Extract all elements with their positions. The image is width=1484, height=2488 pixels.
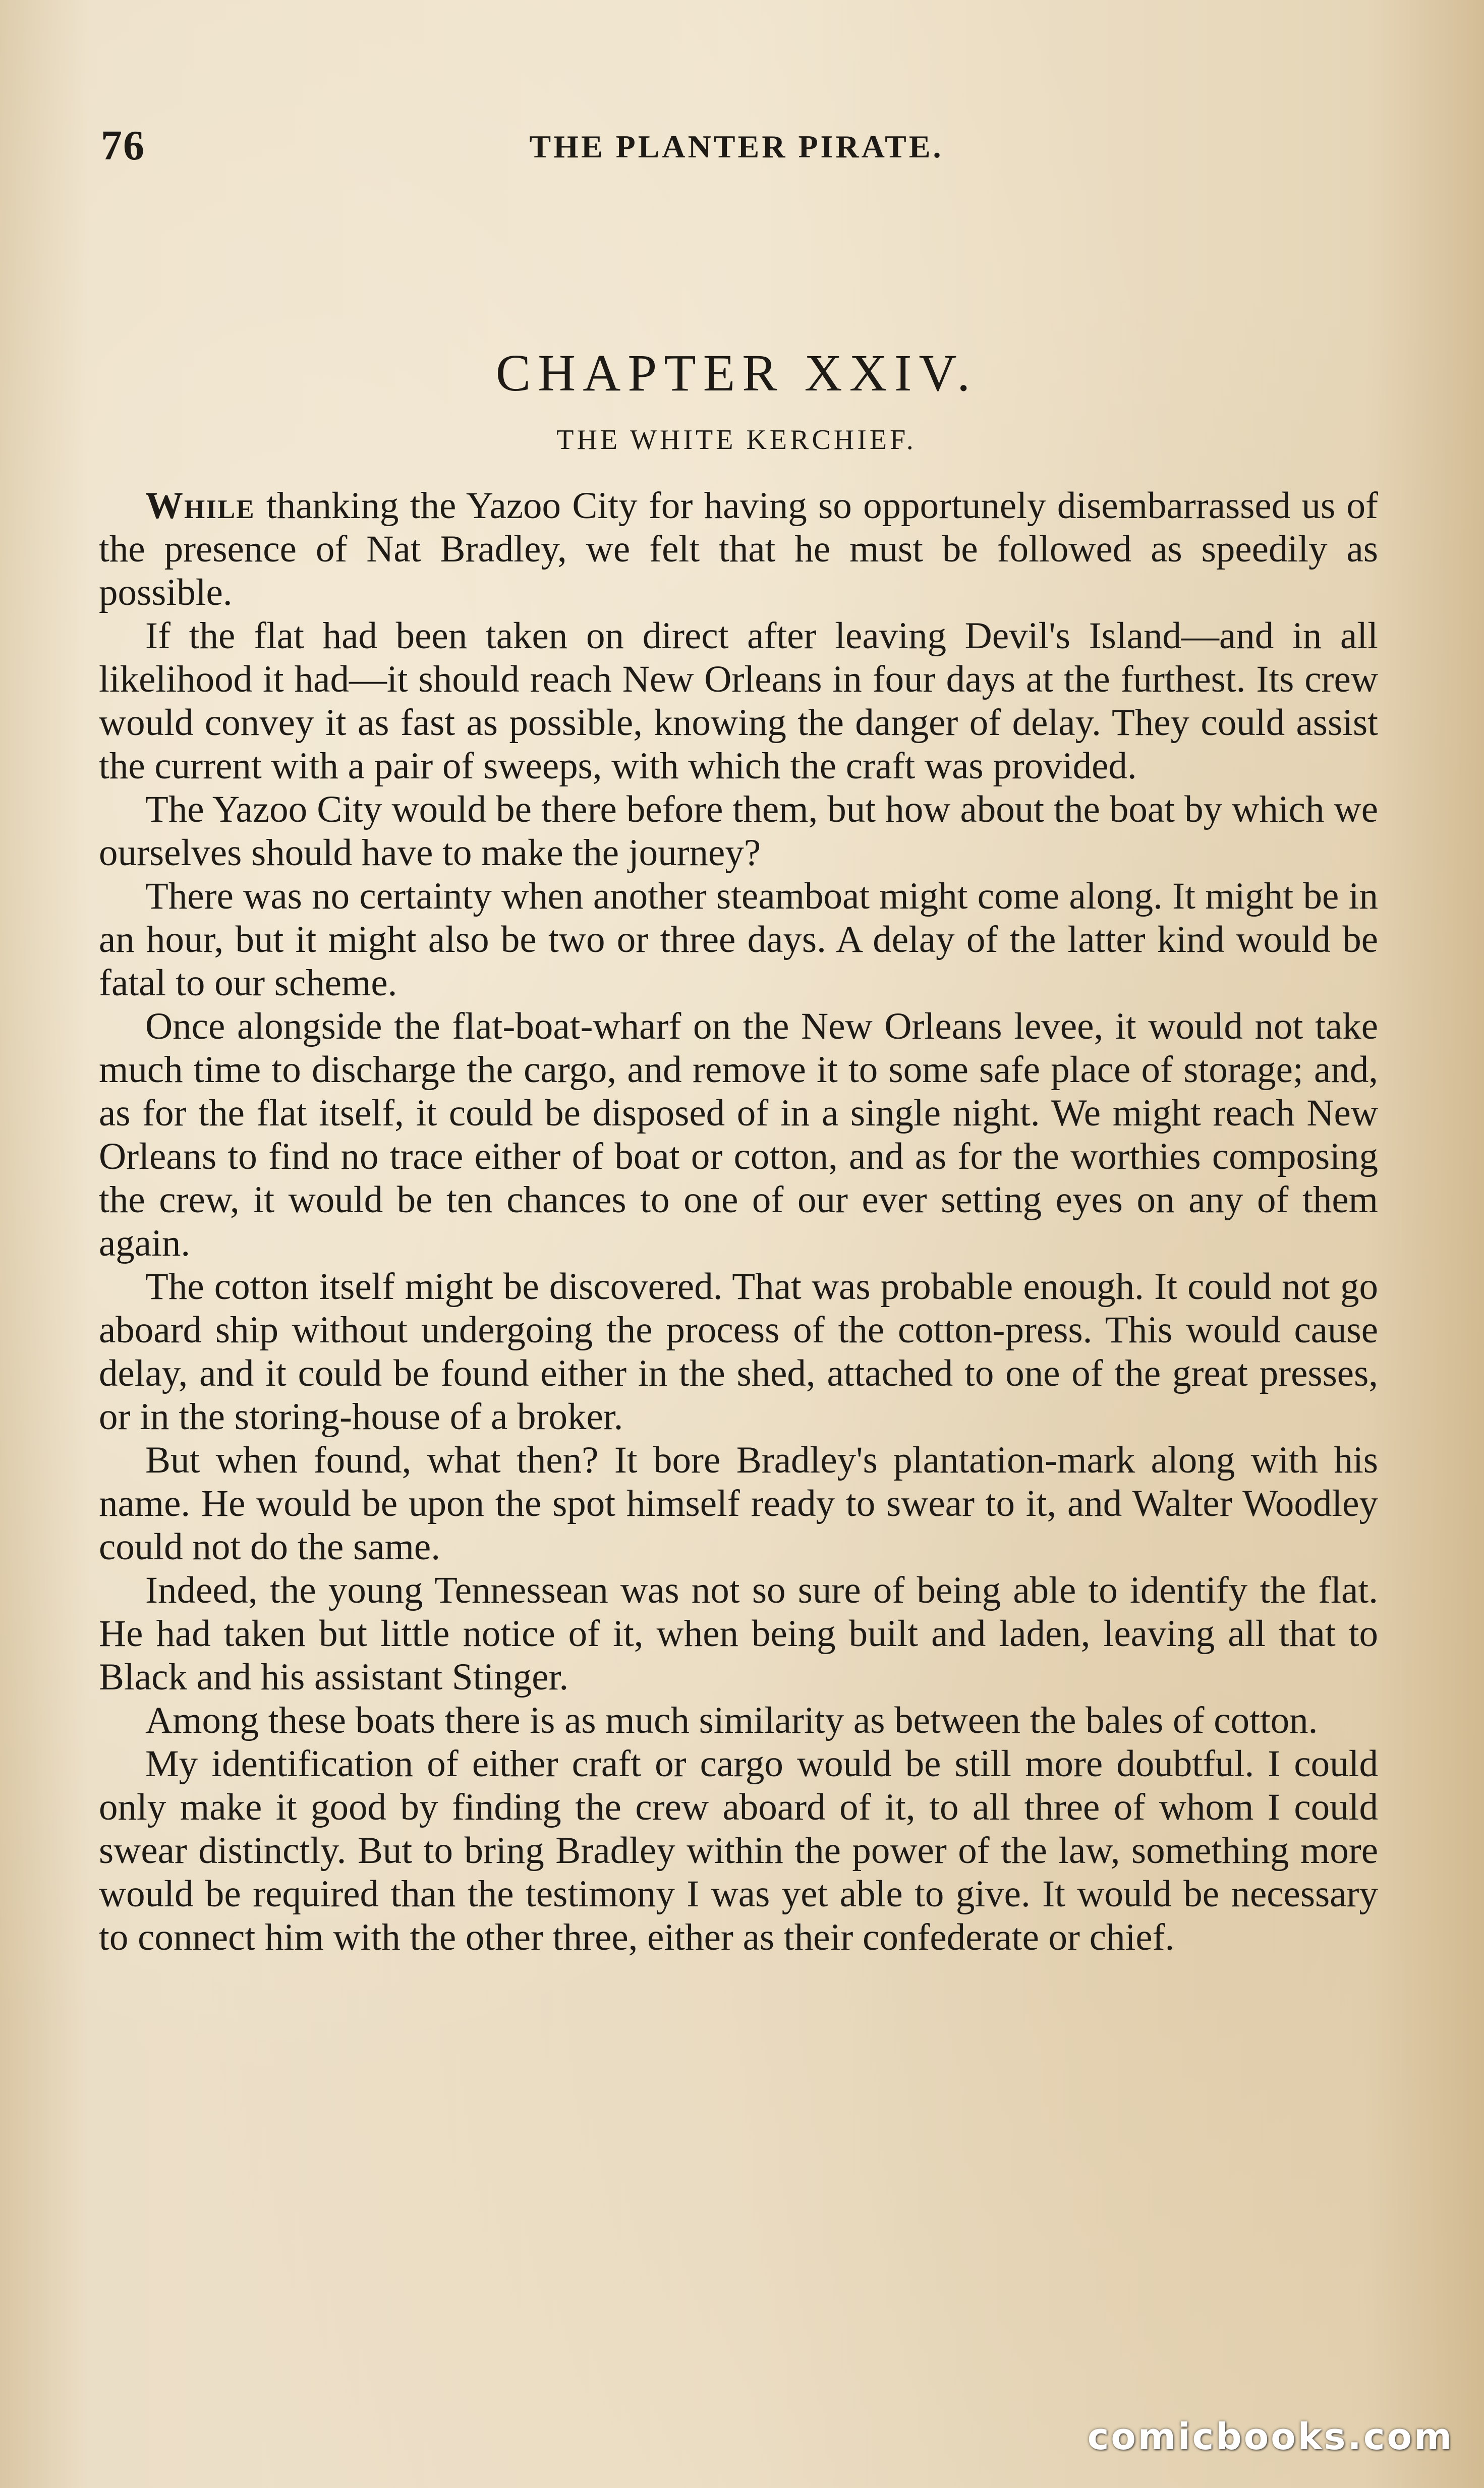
paragraph-8: Indeed, the young Tennessean was not so sure of being able to identify the flat. He had taken but little notice of it, when being built and laden, leaving all that to Black and his assistant Stinger.: [99, 1569, 1378, 1698]
site-watermark: comicbooks.com: [1087, 2415, 1454, 2458]
paragraph-text: thanking the Yazoo City for having so opportunely disembarrassed us of the presence of Nat Bradley, we felt that he must be followed as speedily as possible.: [99, 485, 1378, 613]
page-number: 76: [101, 122, 145, 169]
chapter-subtitle: THE WHITE KERCHIEF.: [556, 424, 917, 456]
paragraph-9: Among these boats there is as much similarity as between the bales of cotton.: [145, 1700, 1318, 1741]
paragraph-4: There was no certainty when another steamboat might come along. It might be in an hour, but it might also be two or three days. A delay of the latter kind would be fatal to our scheme.: [99, 875, 1378, 1004]
chapter-title: CHAPTER XXIV.: [495, 344, 978, 402]
paragraph-7: But when found, what then? It bore Bradley's plantation-mark along with his name. He would be upon the spot himself ready to swear to it, and Walter Woodley could not do the same.: [99, 1439, 1378, 1568]
paragraph-10: My identification of either craft or cargo would be still more doubtful. I could only make it good by finding the crew aboard of it, to all three of whom I could swear distinctly. But to bring Bradley within the power of the law, something more would be required than the testimony I was yet able to give. It would be necessary to connect him with the other three, either as their confederate or chief.: [99, 1743, 1378, 1958]
chapter-body: [99, 484, 1378, 1959]
page-header: [101, 121, 1372, 182]
paragraph-5: Once alongside the flat-boat-wharf on the New Orleans levee, it would not take much time to discharge the cargo, and remove it to some safe place of storage; and, as for the flat itself, it could be disposed of in a single night. We might reach New Orleans to find no trace either of boat or cotton, and as for the worthies composing the crew, it would be ten chances to one of our ever setting eyes on any of them again.: [99, 1005, 1378, 1264]
running-title: THE PLANTER PIRATE.: [529, 129, 944, 164]
paragraph-2: If the flat had been taken on direct after leaving Devil's Island—and in all likelihood it had—it should reach New Orleans in four days at the furthest. Its crew would convey it as fast as possible, knowing the danger of delay. They could assist the current with a pair of sweeps, with which the craft was provided.: [99, 615, 1378, 787]
paragraph-3: The Yazoo City would be there before them, but how about the boat by which we ourselves should have to make the journey?: [99, 788, 1378, 874]
paragraph-6: The cotton itself might be discovered. That was probable enough. It could not go aboard ship without undergoing the process of the cotton-press. This would cause delay, and it could be found either in the shed, attached to one of the great presses, or in the storing-house of a broker.: [99, 1266, 1378, 1438]
lead-word: While: [145, 485, 255, 527]
paragraph-1: [99, 484, 1378, 614]
